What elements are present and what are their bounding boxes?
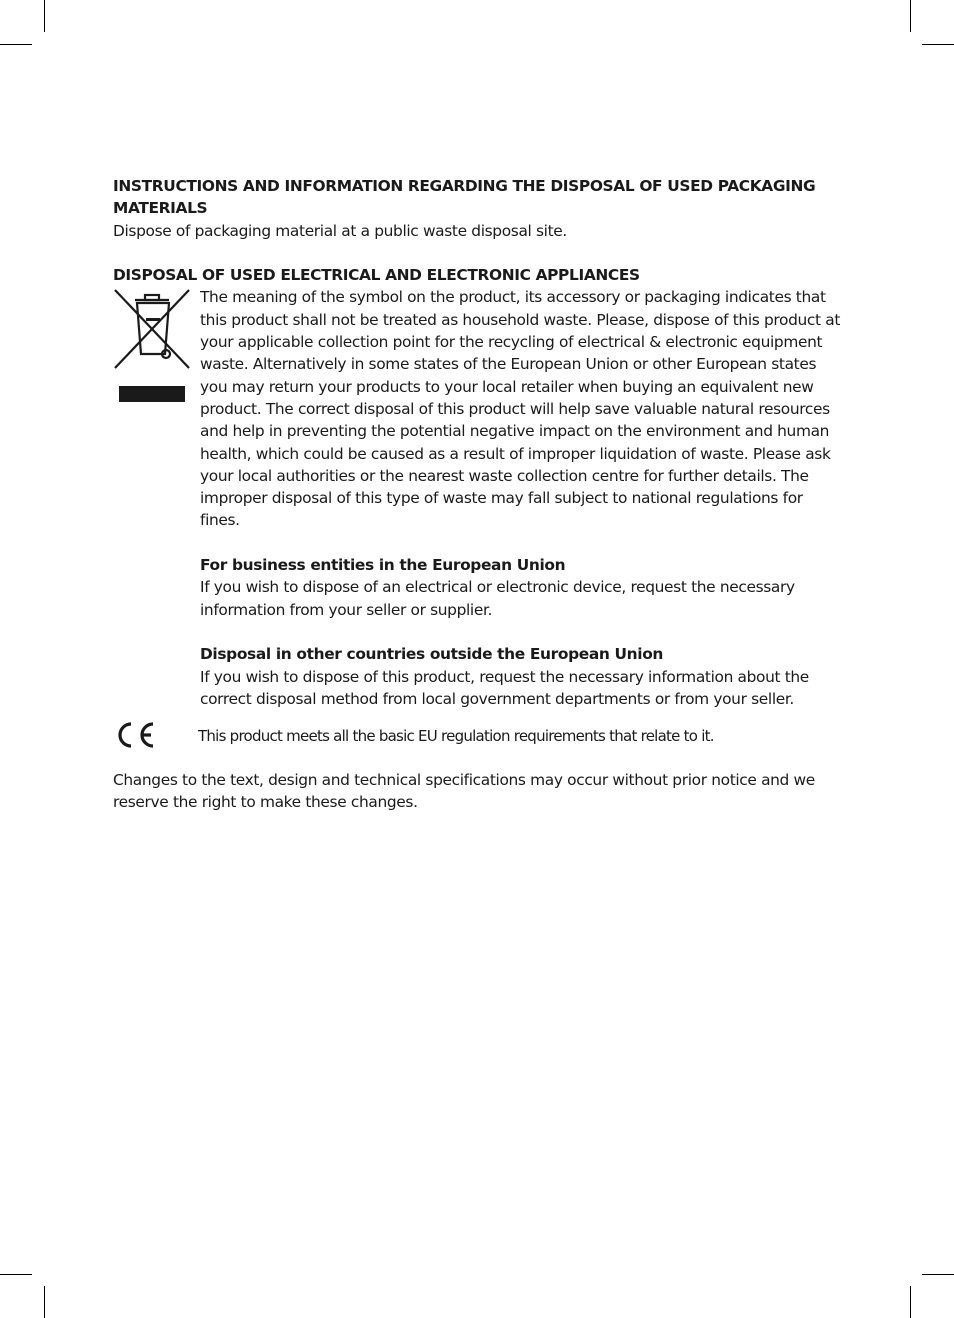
packaging-heading: INSTRUCTIONS AND INFORMATION REGARDING THE DISPOSAL OF USED PACKAGING MATERIALS xyxy=(113,177,816,218)
packaging-section xyxy=(113,175,843,242)
weee-section xyxy=(113,264,843,532)
crop-mark-top-right-horizontal xyxy=(922,44,954,45)
crop-mark-bottom-right-vertical xyxy=(910,1286,911,1318)
crop-mark-bottom-right-horizontal xyxy=(922,1274,954,1275)
packaging-text: Dispose of packaging material at a public waste disposal site. xyxy=(113,221,567,240)
ce-text: This product meets all the basic EU regulation requirements that relate to it. xyxy=(198,727,714,746)
outside-eu-section xyxy=(200,643,843,710)
weee-heading: DISPOSAL OF USED ELECTRICAL AND ELECTRONIC APPLIANCES xyxy=(113,266,640,285)
business-eu-heading: For business entities in the European Union xyxy=(200,556,566,575)
crop-mark-bottom-left-vertical xyxy=(44,1286,45,1318)
ce-section xyxy=(113,725,843,747)
crossed-out-wheelie-bin-icon xyxy=(113,288,191,408)
crop-mark-top-left-vertical xyxy=(44,0,45,32)
crop-mark-top-left-horizontal xyxy=(0,44,32,45)
weee-text: The meaning of the symbol on the product, its accessory or packaging indicates that this product shall not be treated as household waste. Please, dispose of this product at your applicable collection point for the recycling of electrical & electronic equipment waste. Alternatively in some states of the European Union or other European states you may return your products to your local retailer when buying an equivalent new product. The correct disposal of this product will help save valuable natural resources and help in preventing the potential negative impact on the environment and human health, which could be caused as a result of improper liquidation of waste. Please ask your local authorities or the nearest waste collection centre for further details. The improper disposal of this type of waste may fall subject to national regulations for fines. xyxy=(200,288,841,530)
business-eu-text: If you wish to dispose of an electrical or electronic device, request the necessary information from your seller or supplier. xyxy=(200,578,795,619)
business-eu-section xyxy=(200,554,843,621)
crop-mark-top-right-vertical xyxy=(910,0,911,32)
ce-mark-icon xyxy=(114,720,158,750)
outside-eu-text: If you wish to dispose of this product, request the necessary information about the correct disposal method from local government departments or from your seller. xyxy=(200,667,809,708)
changes-notice: Changes to the text, design and technical specifications may occur without prior notice and we reserve the right to make these changes. xyxy=(113,771,815,812)
outside-eu-heading: Disposal in other countries outside the European Union xyxy=(200,645,664,664)
page-content xyxy=(113,175,843,814)
crop-mark-bottom-left-horizontal xyxy=(0,1274,32,1275)
